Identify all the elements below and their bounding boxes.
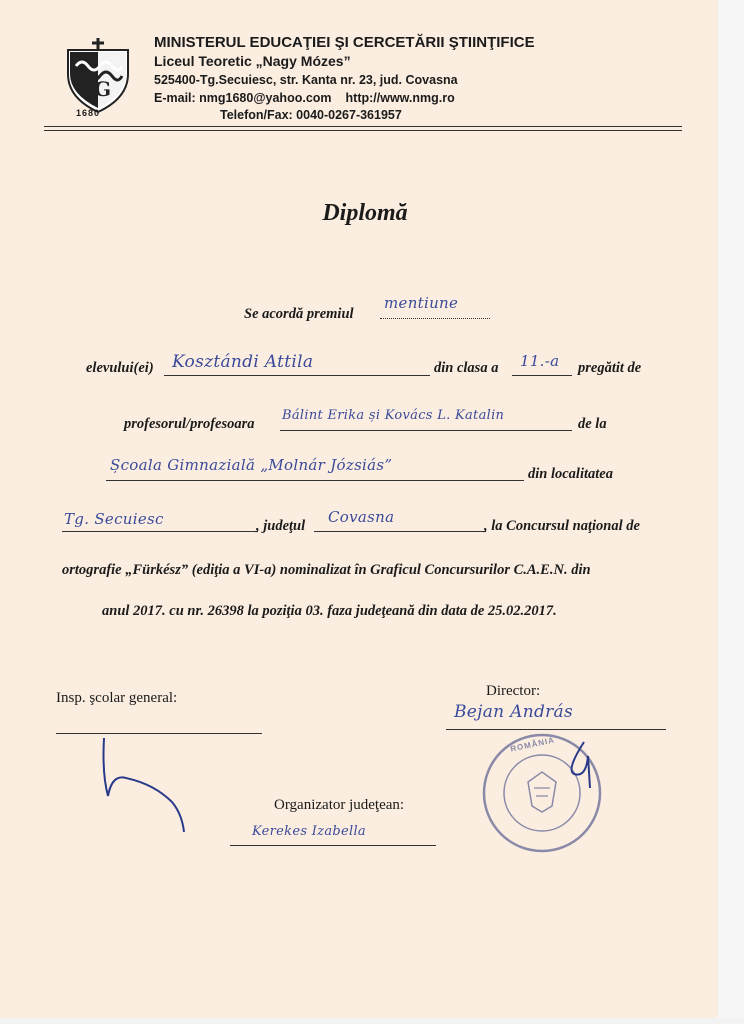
school-value: Școala Gimnazială „Molnár Józsiás” (110, 456, 393, 474)
school-underline (106, 480, 524, 481)
director-name: Bejan András (454, 702, 574, 722)
organizer-name: Kerekes Izabella (252, 824, 366, 839)
teacher-label: profesorul/profesoara (124, 416, 255, 432)
from-label: de la (578, 416, 607, 432)
class-value: 11.-a (520, 352, 560, 370)
county-label: , judeţul (256, 518, 306, 534)
award-value: mentiune (384, 294, 459, 312)
organizer-signature-line (230, 845, 436, 846)
class-underline (512, 375, 572, 376)
scan-margin-right (718, 0, 744, 1024)
class-label: din clasa a (434, 360, 499, 376)
inspector-label: Insp. şcolar general: (56, 690, 178, 706)
school-website: http://www.nmg.ro (345, 91, 455, 105)
diploma-title: Diplomă (322, 200, 408, 226)
school-email: E-mail: nmg1680@yahoo.com (154, 91, 332, 105)
scan-margin-bottom (0, 1018, 744, 1024)
ministry-name: MINISTERUL EDUCAŢIEI ŞI CERCETĂRII ŞTIINŢIFICE (154, 34, 535, 51)
stamp-text: ROMÂNIA (509, 735, 556, 754)
locality-value: Tg. Secuiesc (64, 510, 164, 528)
county-value: Covasna (328, 508, 395, 526)
county-underline (314, 531, 486, 532)
school-address: 525400-Tg.Secuiesc, str. Kanta nr. 23, jud. Covasna (154, 73, 458, 87)
school-phone: Telefon/Fax: 0040-0267-361957 (220, 108, 402, 122)
inspector-signature-icon (96, 734, 196, 838)
header-rule-top (44, 126, 682, 127)
header-rule-bottom (44, 130, 682, 131)
svg-text:G: G (94, 77, 112, 101)
director-label: Director: (486, 683, 541, 699)
contact-line (154, 91, 455, 105)
award-label: Se acordă premiul (244, 306, 354, 322)
locality-label: din localitatea (528, 466, 613, 482)
teacher-underline (280, 430, 572, 431)
teacher-value: Bálint Erika și Kovács L. Katalin (282, 408, 505, 423)
prepared-label: pregătit de (578, 360, 642, 376)
organizer-label: Organizator judeţean: (274, 797, 405, 813)
director-signature-icon (562, 736, 606, 792)
director-signature-line (446, 729, 666, 730)
student-label: elevului(ei) (86, 360, 154, 376)
student-underline (164, 375, 430, 376)
contest-line-1: , la Concursul naţional de (484, 518, 640, 534)
contest-line-3: anul 2017. cu nr. 26398 la poziţia 03. faza judeţeană din data de 25.02.2017. (102, 603, 557, 619)
contest-line-2: ortografie „Fürkész” (ediţia a VI-a) nominalizat în Graficul Concursurilor C.A.E.N. din (62, 562, 591, 578)
locality-underline (62, 531, 258, 532)
student-value: Kosztándi Attila (172, 352, 314, 372)
crest-year: 1680 (76, 108, 101, 118)
award-dotted-line (380, 318, 490, 319)
school-name: Liceul Teoretic „Nagy Mózes” (154, 53, 351, 69)
